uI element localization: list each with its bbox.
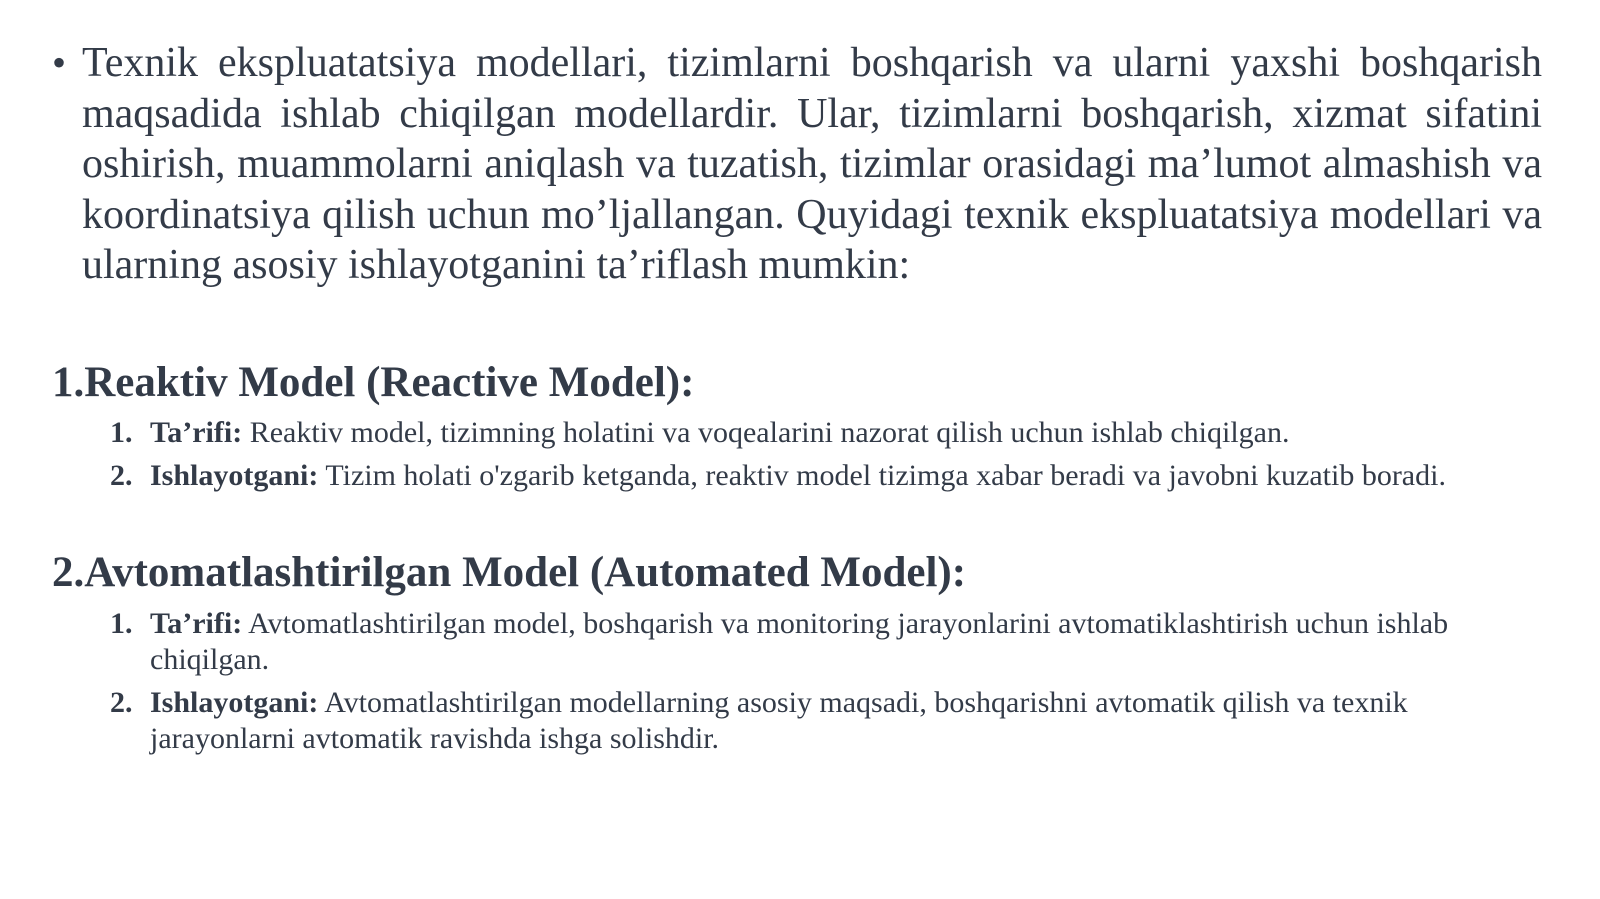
item-text: Tizim holati o'zgarib ketganda, reaktiv model tizimga xabar beradi va javobni kuzatib boradi. (318, 459, 1446, 492)
section-title-automated-model: 2.Avtomatlashtirilgan Model (Automated Model): (52, 549, 967, 596)
bullet-icon: • (52, 40, 67, 85)
term-label: Ishlayotgani: (150, 686, 319, 719)
list-item-body (150, 685, 1510, 757)
intro-paragraph (52, 38, 1542, 291)
term-label: Ishlayotgani: (150, 459, 319, 492)
automated-model-list (110, 606, 1510, 764)
item-text: Avtomatlashtirilgan modellarning asosiy maqsadi, boshqarishni avtomatik qilish va texnik jarayonlarni avtomatik ravishda ishga solishdir. (150, 686, 1408, 755)
list-item (110, 685, 1510, 757)
list-number: 2. (110, 686, 133, 719)
reactive-model-list (110, 415, 1510, 501)
list-item-body (150, 415, 1510, 451)
list-item (110, 458, 1510, 494)
list-item-body (150, 458, 1510, 494)
list-number: 1. (110, 416, 133, 449)
intro-text: Texnik ekspluatatsiya modellari, tizimlarni boshqarish va ularni yaxshi boshqarish maqsadida ishlab chiqilgan modellardir. Ular, tizimlarni boshqarish, xizmat sifatini oshirish, muammolarni aniqlash va tuzatish, tizimlar orasidagi ma’lumot almashish va koordinatsiya qilish uchun mo’ljallangan. Quyidagi texnik ekspluatatsiya modellari va ularning asosiy ishlayotganini ta’riflash mumkin: (82, 40, 1542, 288)
list-item (110, 606, 1510, 678)
list-number: 1. (110, 607, 133, 640)
term-label: Ta’rifi: (150, 416, 243, 449)
item-text: Reaktiv model, tizimning holatini va voqealarini nazorat qilish uchun ishlab chiqilgan. (242, 416, 1290, 449)
list-item-body (150, 606, 1510, 678)
item-text: Avtomatlashtirilgan model, boshqarish va monitoring jarayonlarini avtomatiklashtirish uchun ishlab chiqilgan. (150, 607, 1449, 676)
list-number: 2. (110, 459, 133, 492)
section-title-reactive-model: 1.Reaktiv Model (Reactive Model): (52, 359, 695, 406)
list-item (110, 415, 1510, 451)
term-label: Ta’rifi: (150, 607, 243, 640)
